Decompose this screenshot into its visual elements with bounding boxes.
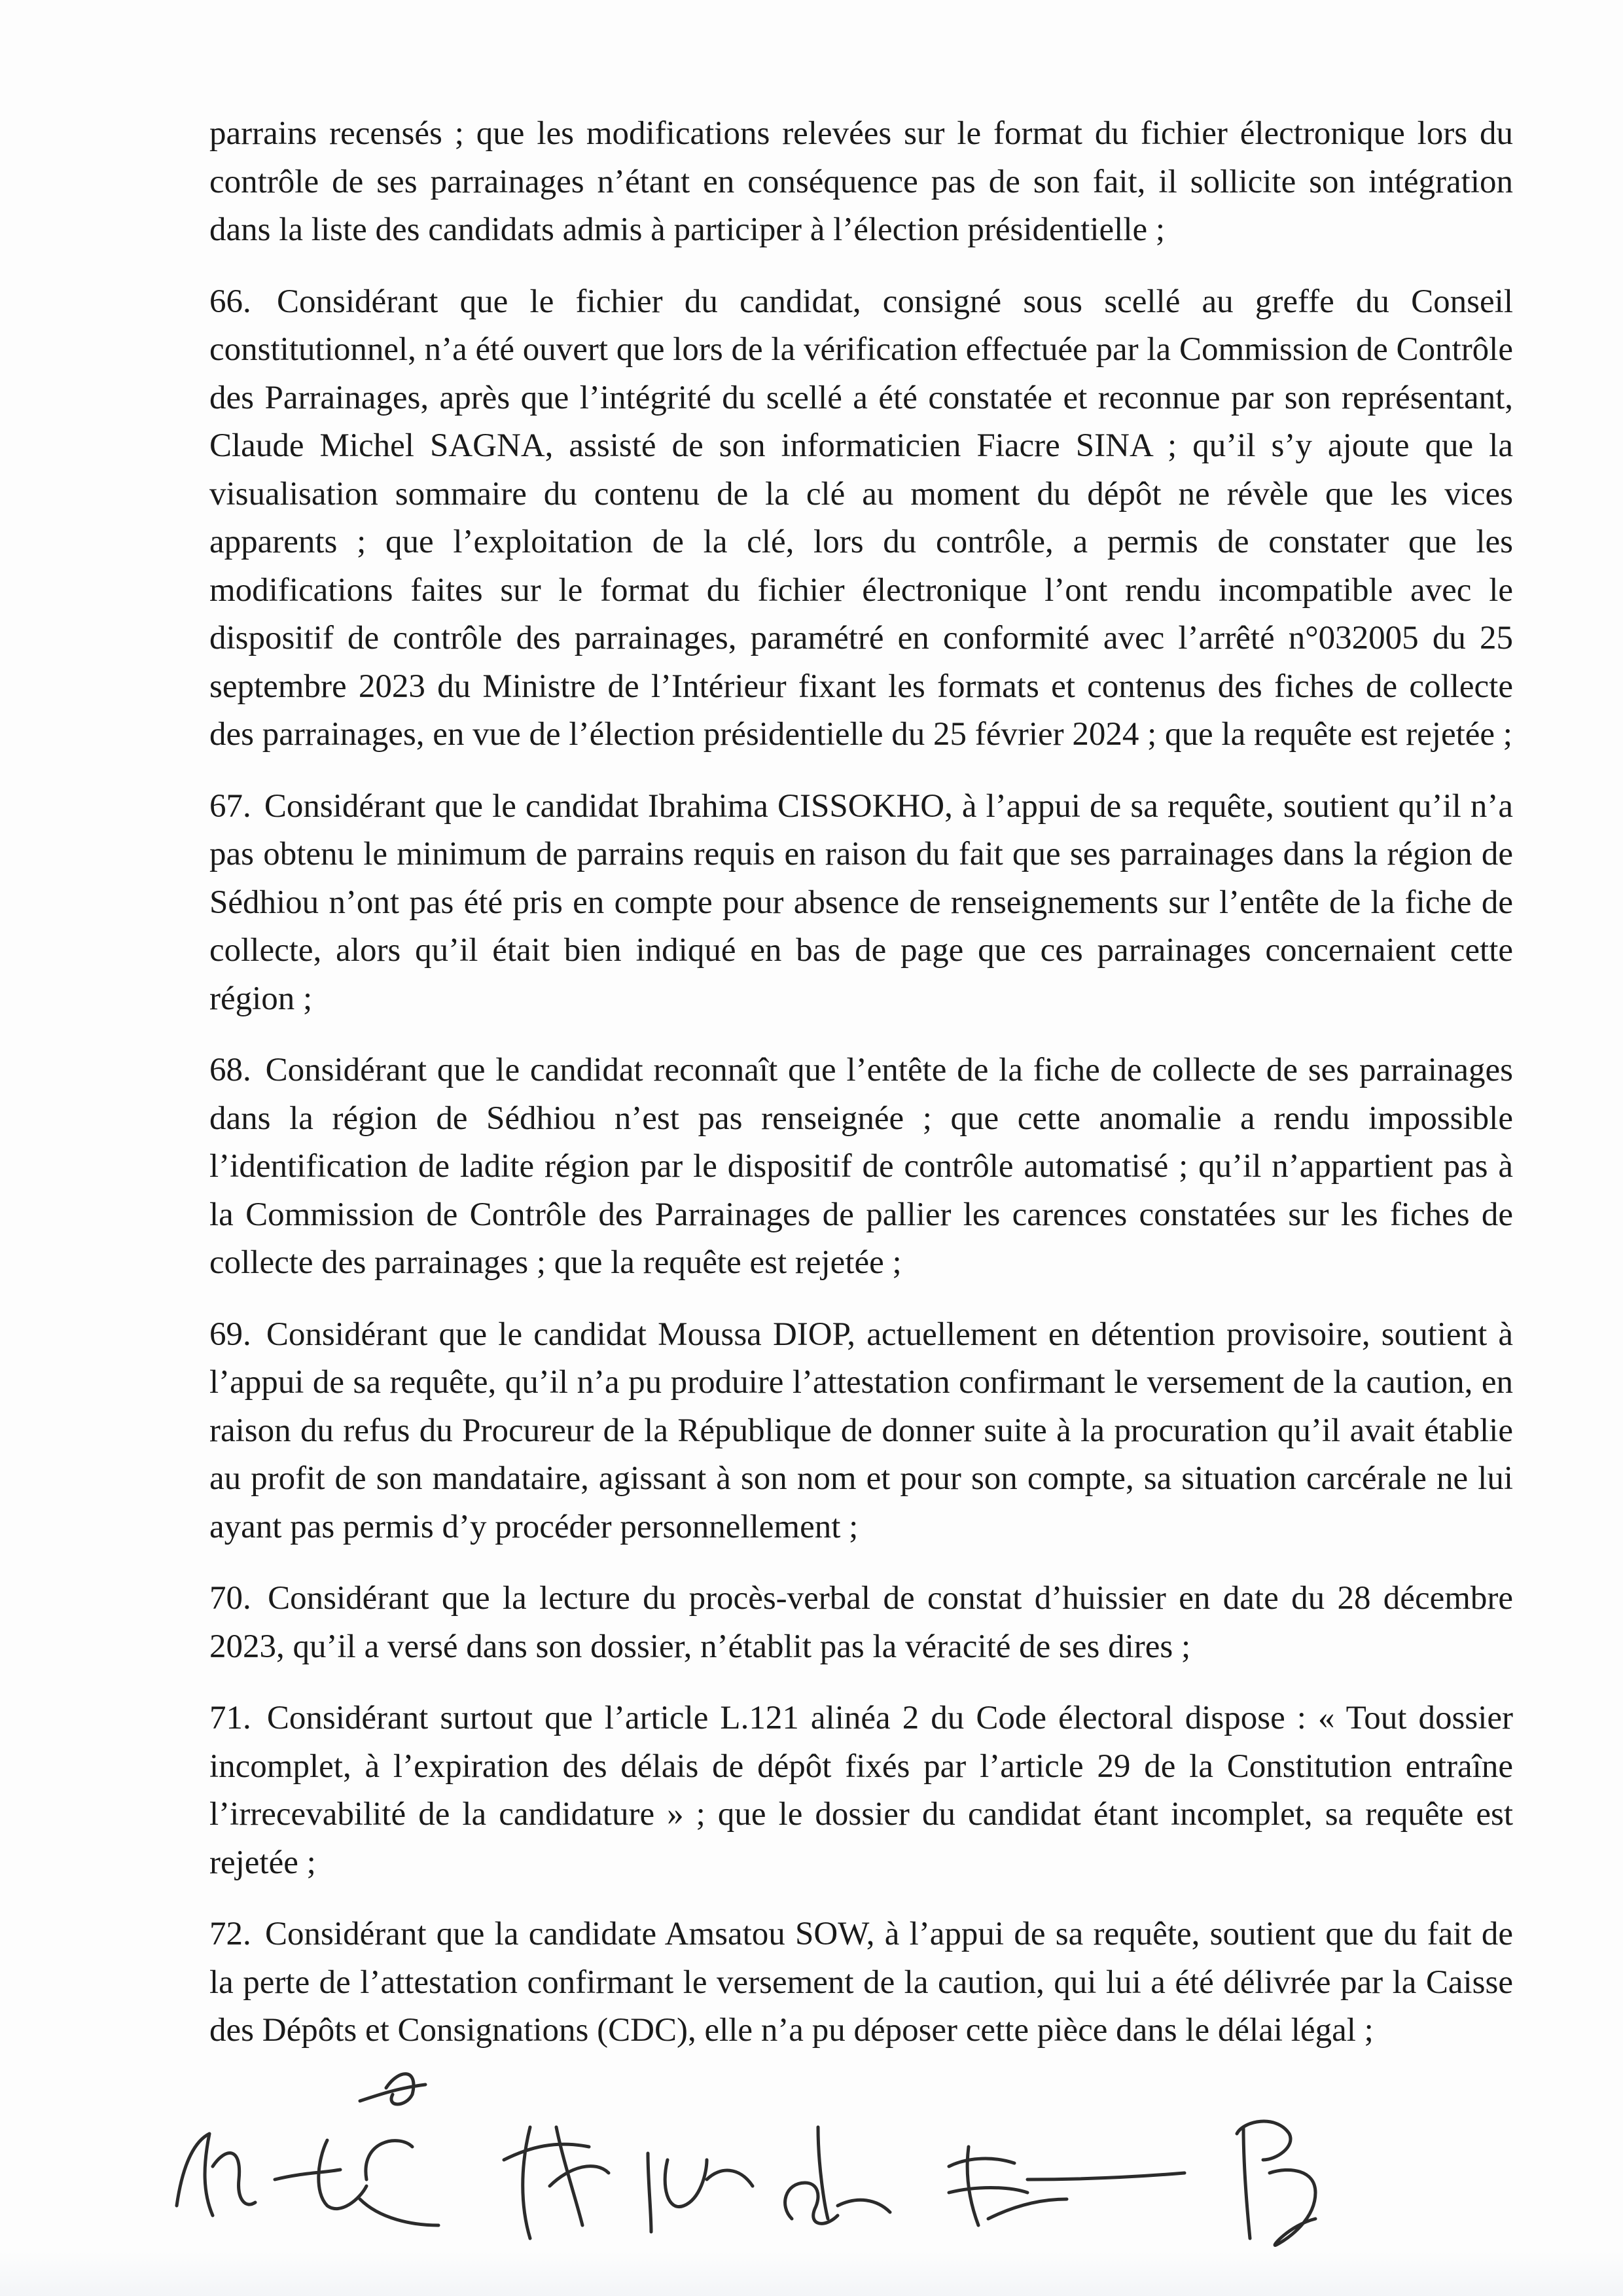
paragraph-number: 66. [209, 283, 251, 320]
paragraph-number: 70. [209, 1580, 251, 1617]
paragraph-text: Considérant que le candidat Moussa DIOP, actuellement en détention provisoire, soutient à l’appui de sa requête, qu’il n’a pu produire l’attestation confirmant le versement de la caution, en raison du refus du Procureur de la République de donner suite à la procuration qu’il avait établie au profit de son mandataire, agissant à son nom et pour son compte, sa situation carcérale ne lui ayant pas permis d’y procéder personnellement ; [209, 1316, 1514, 1545]
paragraph-71 [209, 1695, 1513, 1887]
paragraph-70 [209, 1575, 1513, 1671]
scan-edge [0, 2251, 1623, 2296]
paragraph-68 [209, 1047, 1513, 1287]
paragraph-number: 71. [209, 1700, 251, 1736]
paragraph-number: 67. [209, 787, 251, 825]
initials-signatures [164, 2049, 1472, 2265]
paragraph-text: Considérant que la candidate Amsatou SOW, à l’appui de sa requête, soutient que du fait de la perte de l’attestation confirmant le versement de la caution, qui lui a été délivrée par la Caisse des Dépôts et Consignations (CDC), elle n’a pu déposer cette pièce dans le délai légal ; [209, 1916, 1513, 2049]
paragraph-number: 72. [209, 1916, 251, 1952]
handwritten-initials-icon [164, 2049, 1472, 2265]
paragraph-text: Considérant surtout que l’article L.121 alinéa 2 du Code électoral dispose : « Tout dossier incomplet, à l’expiration des délais de dépôt fixés par l’article 29 de la Constitution entraîne l’irrecevabilité de la candidature » ; que le dossier du candidat étant incomplet, sa requête est rejetée ; [209, 1700, 1513, 1881]
paragraph-text: Considérant que le candidat reconnaît que l’entête de la fiche de collecte de ses parrainages dans la région de Sédhiou n’est pas renseignée ; que cette anomalie a rendu impossible l’identification de ladite région par le dispositif de contrôle automatisé ; qu’il n’appartient pas à la Commission de Contrôle des Parrainages de pallier les carences constatées sur les fiches de collecte des parrainages ; que la requête est rejetée ; [209, 1052, 1514, 1281]
paragraph-67 [209, 783, 1513, 1024]
paragraph-text: Considérant que le fichier du candidat, consigné sous scellé au greffe du Conseil constitutionnel, n’a été ouvert que lors de la vérification effectuée par la Commission de Contrôle des Parrainages, après que l’intégrité du scellé a été constatée et reconnue par son représentant, Claude Michel SAGNA, assisté de son informaticien Fiacre SINA ; qu’il s’y ajoute que la visualisation sommaire du contenu de la clé au moment du dépôt ne révèle que les vices apparents ; que l’exploitation de la clé, lors du contrôle, a permis de constater que les modifications faites sur le format du fichier électronique l’ont rendu incompatible avec le dispositif de contrôle des parrainages, paramétré en conformité avec l’arrêté n°032005 du 25 septembre 2023 du Ministre de l’Intérieur fixant les formats et contenus des fiches de collecte des parrainages, en vue de l’élection présidentielle du 25 février 2024 ; que la requête est rejetée ; [209, 283, 1513, 753]
paragraph-number: 68. [209, 1052, 251, 1088]
paragraph-text: Considérant que le candidat Ibrahima CISSOKHO, à l’appui de sa requête, soutient qu’il n’a pas obtenu le minimum de parrains requis en raison du fait que ses parrainages dans la région de Sédhiou n’ont pas été pris en compte pour absence de renseignements sur l’entête de la fiche de collecte, alors qu’il était bien indiqué en bas de page que ces parrainages concernaient cette région ; [209, 787, 1513, 1017]
paragraph-66 [209, 278, 1513, 759]
paragraph-72 [209, 1910, 1513, 2055]
paragraph-69 [209, 1311, 1513, 1552]
document-body [209, 110, 1513, 2079]
paragraph-text: Considérant que la lecture du procès-verbal de constat d’huissier en date du 28 décembre 2023, qu’il a versé dans son dossier, n’établit pas la véracité de ses dires ; [209, 1580, 1514, 1665]
paragraph-text: parrains recensés ; que les modifications relevées sur le format du fichier électronique lors du contrôle de ses parrainages n’étant en conséquence pas de son fait, il sollicite son intégration dans la liste des candidats admis à participer à l’élection présidentielle ; [209, 115, 1513, 248]
paragraph-continuation [209, 110, 1513, 255]
paragraph-number: 69. [209, 1316, 251, 1353]
